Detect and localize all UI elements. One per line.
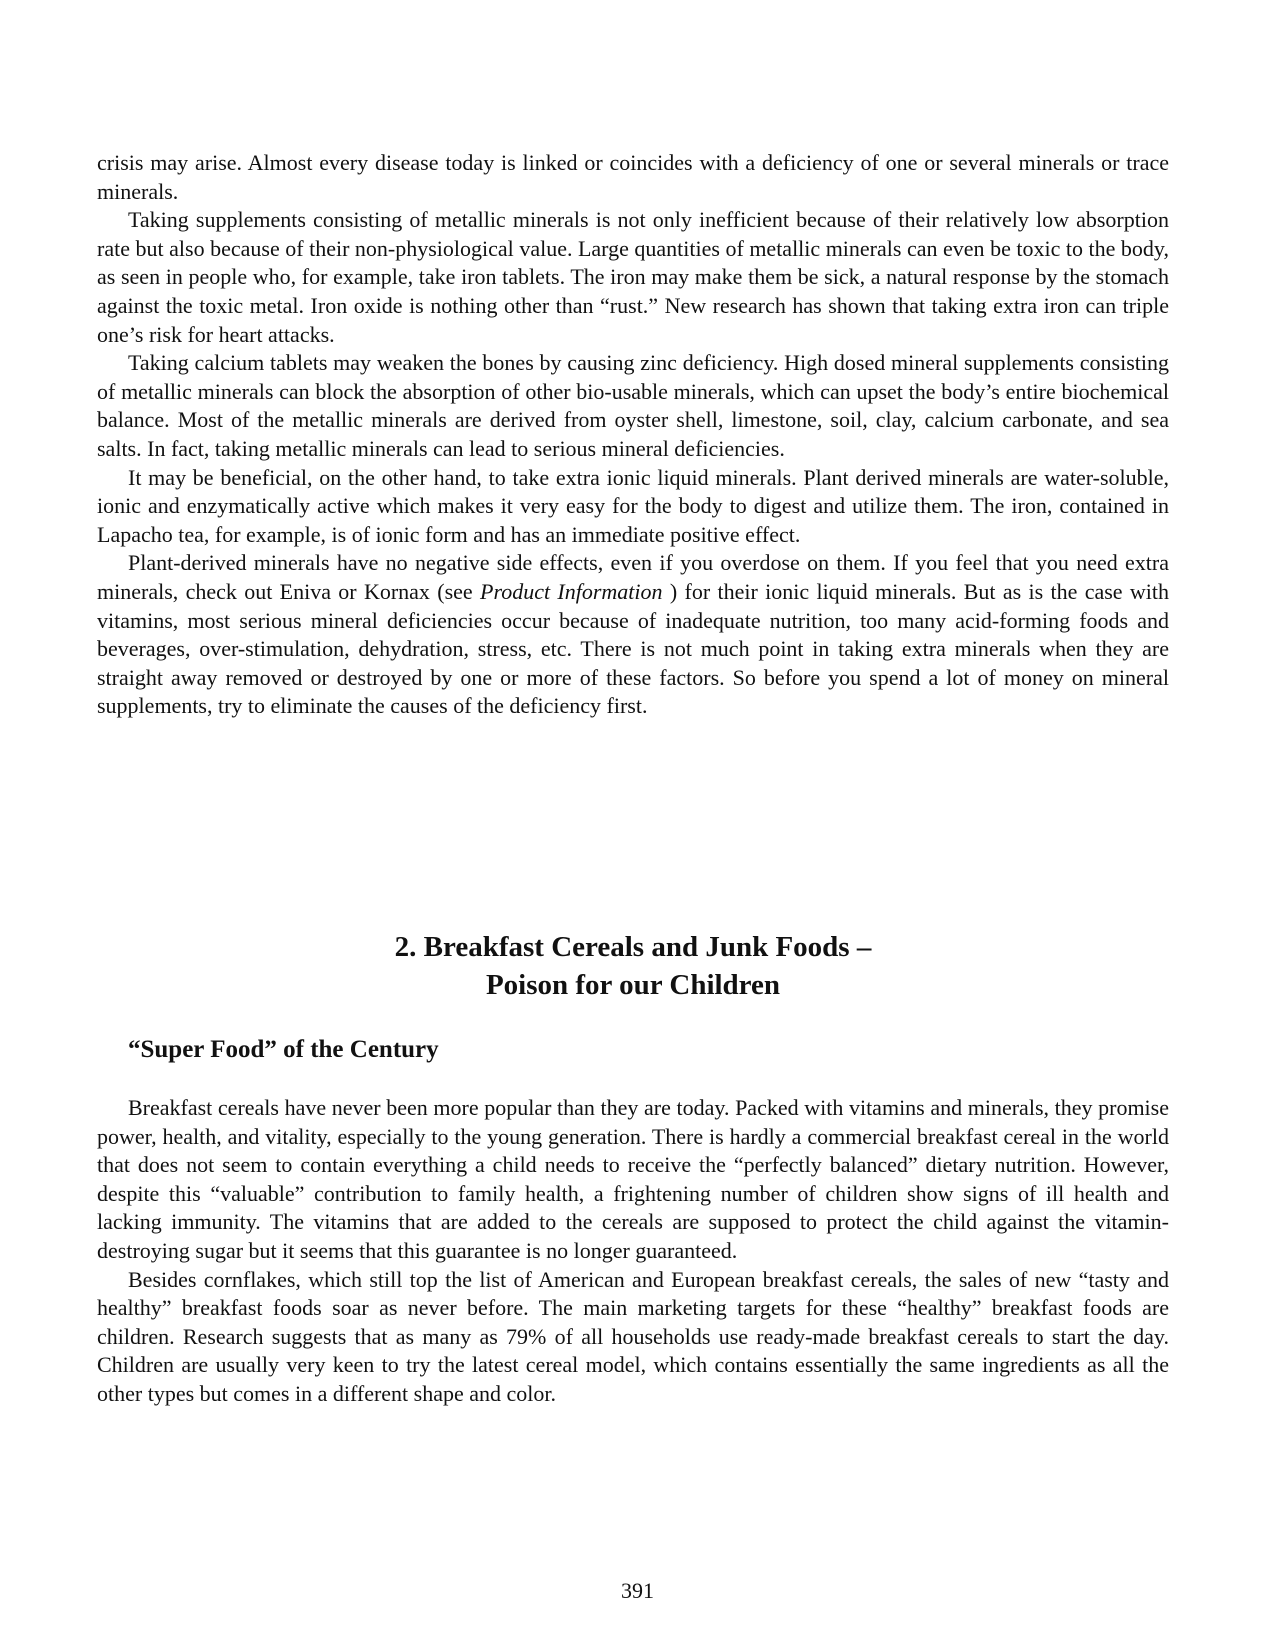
bottom-text-block — [97, 1094, 1169, 1409]
paragraph-cornflakes: Besides cornflakes, which still top the list of American and European breakfast cereals, the sales of new “tasty and healthy” breakfast foods soar as never before. The main marketing targets for these “healthy” breakfast foods are children. Research suggests that as many as 79% of all households use ready-made breakfast cereals to start the day. Children are usually very keen to try the latest cereal model, which contains essentially the same ingredients as all the other types but comes in a different shape and color. — [97, 1266, 1169, 1406]
section-heading: “Super Food” of the Century — [128, 1036, 439, 1063]
paragraph-plant-derived-minerals — [97, 549, 1169, 721]
paragraph-calcium-tablets: Taking calcium tablets may weaken the bones by causing zinc deficiency. High dosed mineral supplements consisting of metallic minerals can block the absorption of other bio-usable minerals, which can upset the body’s entire biochemical balance. Most of the metallic minerals are derived from oyster shell, limestone, soil, clay, calcium carbonate, and sea salts. In fact, taking metallic minerals can lead to serious mineral deficiencies. — [97, 350, 1169, 461]
paragraph-continuation: crisis may arise. Almost every disease today is linked or coincides with a deficiency of one or several minerals or trace minerals. — [97, 150, 1169, 204]
paragraph-5-text-start: Plant-derived minerals have no negative side effects, even if you overdose on them. If you feel that you need extra minerals, check out Eniva or Kornax (see — [97, 550, 1169, 604]
page-number: 391 — [621, 1578, 654, 1603]
paragraph-ionic-minerals: It may be beneficial, on the other hand, to take extra ionic liquid minerals. Plant derived minerals are water-soluble, ionic and enzymatically active which makes it very easy for the body to digest and utilize them. The iron, contained in Lapacho tea, for example, is of ionic form and has an immediate positive effect. — [97, 464, 1169, 547]
chapter-title-line-2: Poison for our Children — [485, 969, 781, 1001]
product-information-reference: Product Information — [480, 578, 663, 604]
paragraph-metallic-minerals: Taking supplements consisting of metallic minerals is not only inefficient because of their relatively low absorption rate but also because of their non-physiological value. Large quantities of metallic minerals can even be toxic to the body, as seen in people who, for example, take iron tablets. The iron may make them be sick, a natural response by the stomach against the toxic metal. Iron oxide is nothing other than “rust.” New research has shown that taking extra iron can triple one’s risk for heart attacks. — [97, 207, 1169, 347]
paragraph-breakfast-cereals: Breakfast cereals have never been more popular than they are today. Packed with vitamins and minerals, they promise power, health, and vitality, especially to the young generation. There is hardly a commercial breakfast cereal in the world that does not seem to contain everything a child needs to receive the “perfectly balanced” dietary nutrition. However, despite this “valuable” contribution to family health, a frightening number of children show signs of ill health and lacking immunity. The vitamins that are added to the cereals are supposed to protect the child against the vitamin-destroying sugar but it seems that this guarantee is no longer guaranteed. — [97, 1095, 1169, 1263]
chapter-title-line-1: 2. Breakfast Cereals and Junk Foods – — [394, 931, 872, 963]
chapter-title — [97, 928, 1169, 1004]
top-text-block — [97, 149, 1169, 721]
paragraph-5-text-end: ) for their ionic liquid minerals. But as is the case with vitamins, most serious mineral deficiencies occur because of inadequate nutrition, too many acid-forming foods and beverages, over-stimulation, dehydration, stress, etc. There is not much point in taking extra minerals when they are straight away removed or destroyed by one or more of these factors. So before you spend a lot of money on mineral supplements, try to eliminate the causes of the deficiency first. — [97, 578, 1169, 719]
